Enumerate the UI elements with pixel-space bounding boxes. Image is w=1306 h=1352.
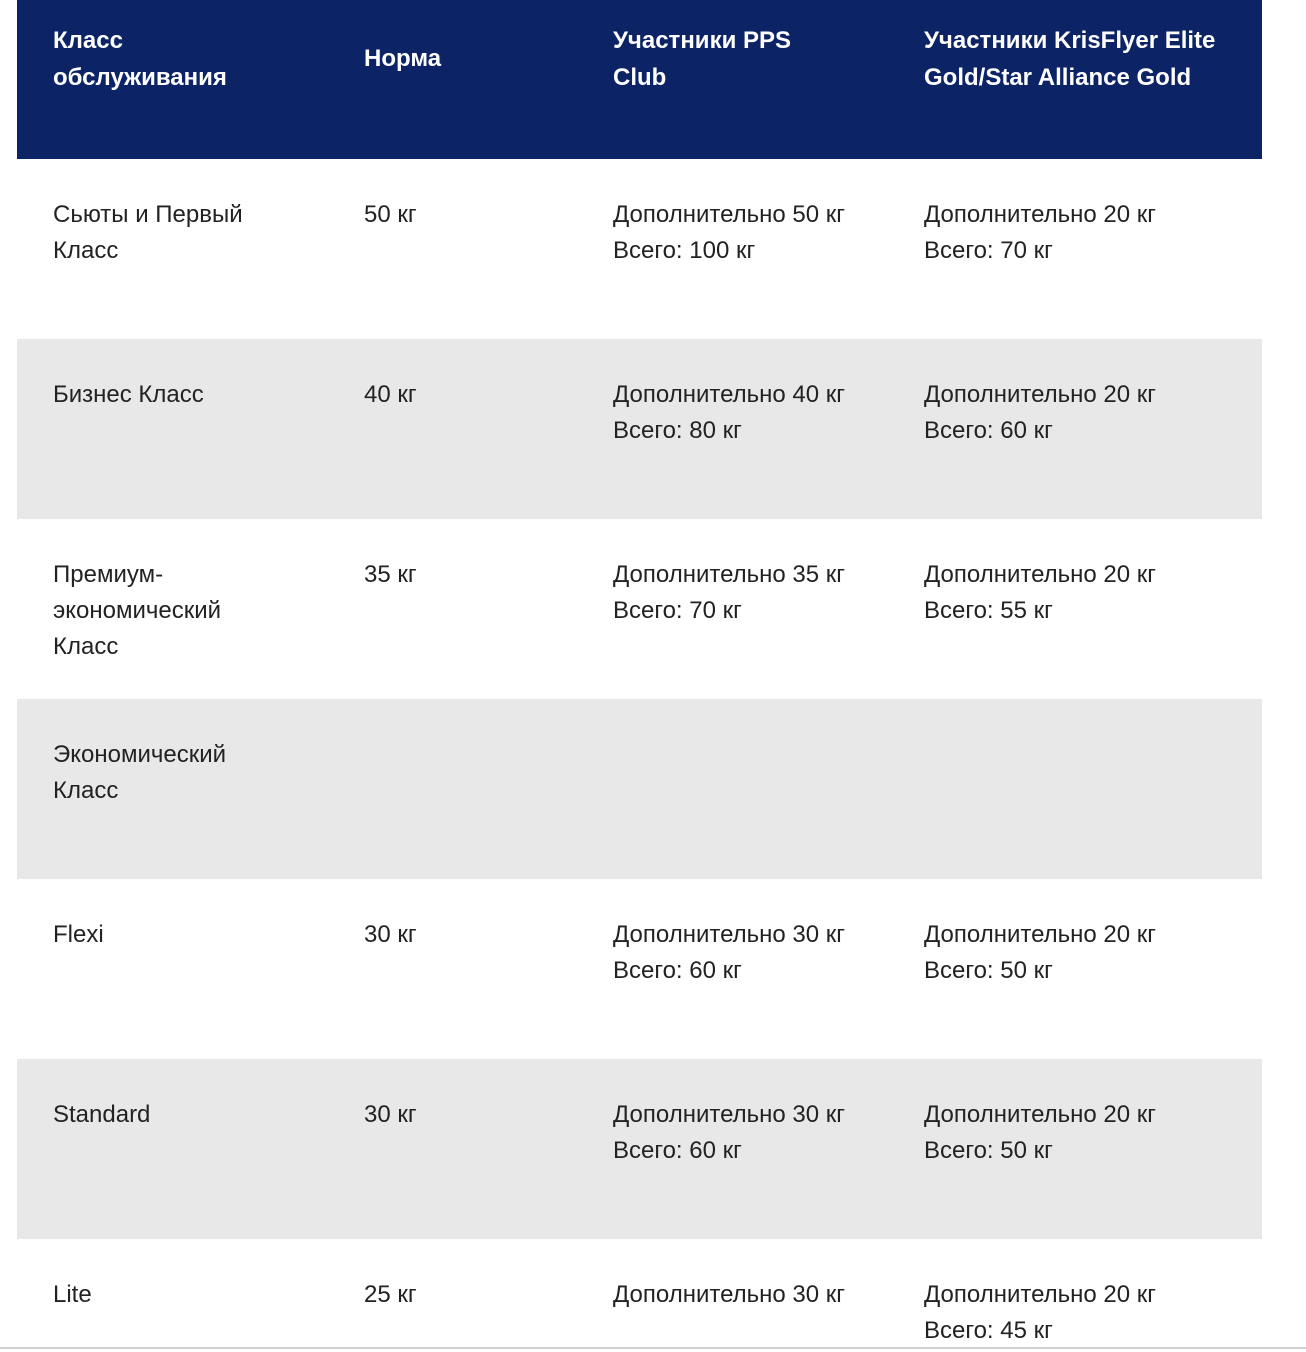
cell-pps: Дополнительно 35 кг Всего: 70 кг (613, 561, 846, 624)
cell-krisflyer: Дополнительно 20 кг Всего: 55 кг (924, 561, 1157, 624)
header-krisflyer-gold: Участники KrisFlyer Elite Gold/Star Alliance Gold (924, 26, 1216, 91)
cell-service-class: Премиум-экономический Класс (53, 561, 222, 660)
header-pps-club: Участники PPS Club (613, 26, 792, 91)
table-row (17, 339, 1262, 519)
cell-service-class: Flexi (53, 921, 104, 948)
table-row (17, 519, 1262, 699)
table-row (17, 1239, 1262, 1352)
cell-norm: 30 кг (364, 1101, 417, 1128)
cell-pps: Дополнительно 30 кг Всего: 60 кг (613, 1101, 846, 1164)
cell-pps: Дополнительно 30 кг (613, 1281, 846, 1308)
table-row (17, 159, 1262, 339)
cell-krisflyer: Дополнительно 20 кг Всего: 50 кг (924, 921, 1157, 984)
cell-krisflyer: Дополнительно 20 кг Всего: 45 кг (924, 1281, 1157, 1344)
header-norm: Норма (364, 45, 442, 72)
cell-service-class: Бизнес Класс (53, 381, 204, 408)
cell-norm: 40 кг (364, 381, 417, 408)
cell-norm: 50 кг (364, 201, 417, 228)
table-row (17, 1059, 1262, 1239)
cell-pps: Дополнительно 50 кг Всего: 100 кг (613, 201, 846, 264)
header-service-class: Класс обслуживания (53, 26, 227, 91)
cell-norm: 25 кг (364, 1281, 417, 1308)
cell-service-class: Экономический Класс (53, 741, 227, 804)
table-header-row (17, 0, 1262, 159)
cell-service-class: Сьюты и Первый Класс (53, 201, 243, 264)
cell-norm: 30 кг (364, 921, 417, 948)
cell-krisflyer: Дополнительно 20 кг Всего: 70 кг (924, 201, 1157, 264)
baggage-allowance-table (17, 0, 1262, 1352)
cell-service-class: Standard (53, 1101, 151, 1128)
cell-norm (328, 699, 577, 879)
page-margin (1262, 0, 1306, 1352)
cell-pps: Дополнительно 40 кг Всего: 80 кг (613, 381, 846, 444)
table-row (17, 699, 1262, 879)
table-row (17, 879, 1262, 1059)
cell-pps: Дополнительно 30 кг Всего: 60 кг (613, 921, 846, 984)
cell-norm: 35 кг (364, 561, 417, 588)
cell-krisflyer: Дополнительно 20 кг Всего: 60 кг (924, 381, 1157, 444)
viewport-bottom-divider (0, 1347, 1306, 1349)
cell-service-class: Lite (53, 1281, 92, 1308)
cell-krisflyer: Дополнительно 20 кг Всего: 50 кг (924, 1101, 1157, 1164)
cell-pps (577, 699, 888, 879)
cell-krisflyer (888, 699, 1262, 879)
